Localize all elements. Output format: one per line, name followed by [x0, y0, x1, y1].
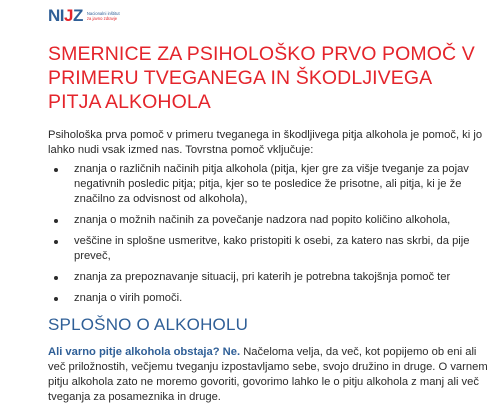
logo-mark-z: Z	[72, 6, 83, 25]
logo-subtitle	[87, 11, 129, 21]
bullet-dot-icon	[54, 276, 58, 280]
bullet-text: veščine in splošne usmeritve, kako pristopiti k osebi, za katero nas skrbi, da pije preveč,	[74, 235, 470, 262]
bullet-list	[48, 162, 488, 312]
bullet-dot-icon	[54, 168, 58, 172]
logo-mark-ni: NI	[48, 6, 64, 25]
bullet-item	[48, 162, 488, 207]
bullet-item	[48, 291, 488, 306]
bullet-item	[48, 213, 488, 228]
paragraph-body: Načeloma velja, da več, kot popijemo ob eni ali več priložnostih, večjemu tveganju izpostavljamo sebe, svojo družino in druge. O varnem pitju alkohola zato ne moremo govoriti, govorimo lahko le o pitju alkohola z manj ali več tveganja za posameznika in druge.	[48, 346, 488, 403]
page-title: SMERNICE ZA PSIHOLOŠKO PRVO POMOČ V PRIMERU TVEGANEGA IN ŠKODLJIVEGA PITJA ALKOHOLA	[48, 43, 475, 113]
logo-subtitle-line1: Nacionalni inštitut	[86, 11, 120, 16]
bullet-text: znanja za prepoznavanje situacij, pri katerih je potrebna takojšnja pomoč ter	[74, 271, 451, 283]
bullet-dot-icon	[54, 240, 58, 244]
paragraph-question: Ali varno pitje alkohola obstaja? Ne.	[48, 346, 241, 358]
section-heading: SPLOŠNO O ALKOHOLU	[48, 315, 249, 334]
logo-subtitle-line2: za javno zdravje	[86, 16, 118, 21]
bullet-dot-icon	[54, 297, 58, 301]
bullet-text: znanja o različnih načinih pitja alkohola (pitja, kjer gre za višje tveganje za pojav negativnih posledic pitja; pitja, kjer so te posledice že prisotne, ali pitja, ki je že značilno za odvisnost od alkohola),	[74, 163, 469, 205]
bullet-item	[48, 270, 488, 285]
bullet-text: znanja o virih pomoči.	[74, 292, 183, 304]
body-paragraph	[48, 345, 488, 405]
bullet-item	[48, 234, 488, 264]
logo-mark-j: J	[64, 6, 73, 25]
intro-paragraph: Psihološka prva pomoč v primeru tveganega in škodljivega pitja alkohola je pomoč, ki jo lahko nudi vsak izmed nas. Tovrstna pomoč vključuje:	[48, 129, 483, 156]
bullet-text: znanja o možnih načinih za povečanje nadzora nad popito količino alkohola,	[74, 214, 451, 226]
logo-mark	[48, 7, 83, 25]
bullet-dot-icon	[54, 219, 58, 223]
nijz-logo	[48, 7, 129, 25]
